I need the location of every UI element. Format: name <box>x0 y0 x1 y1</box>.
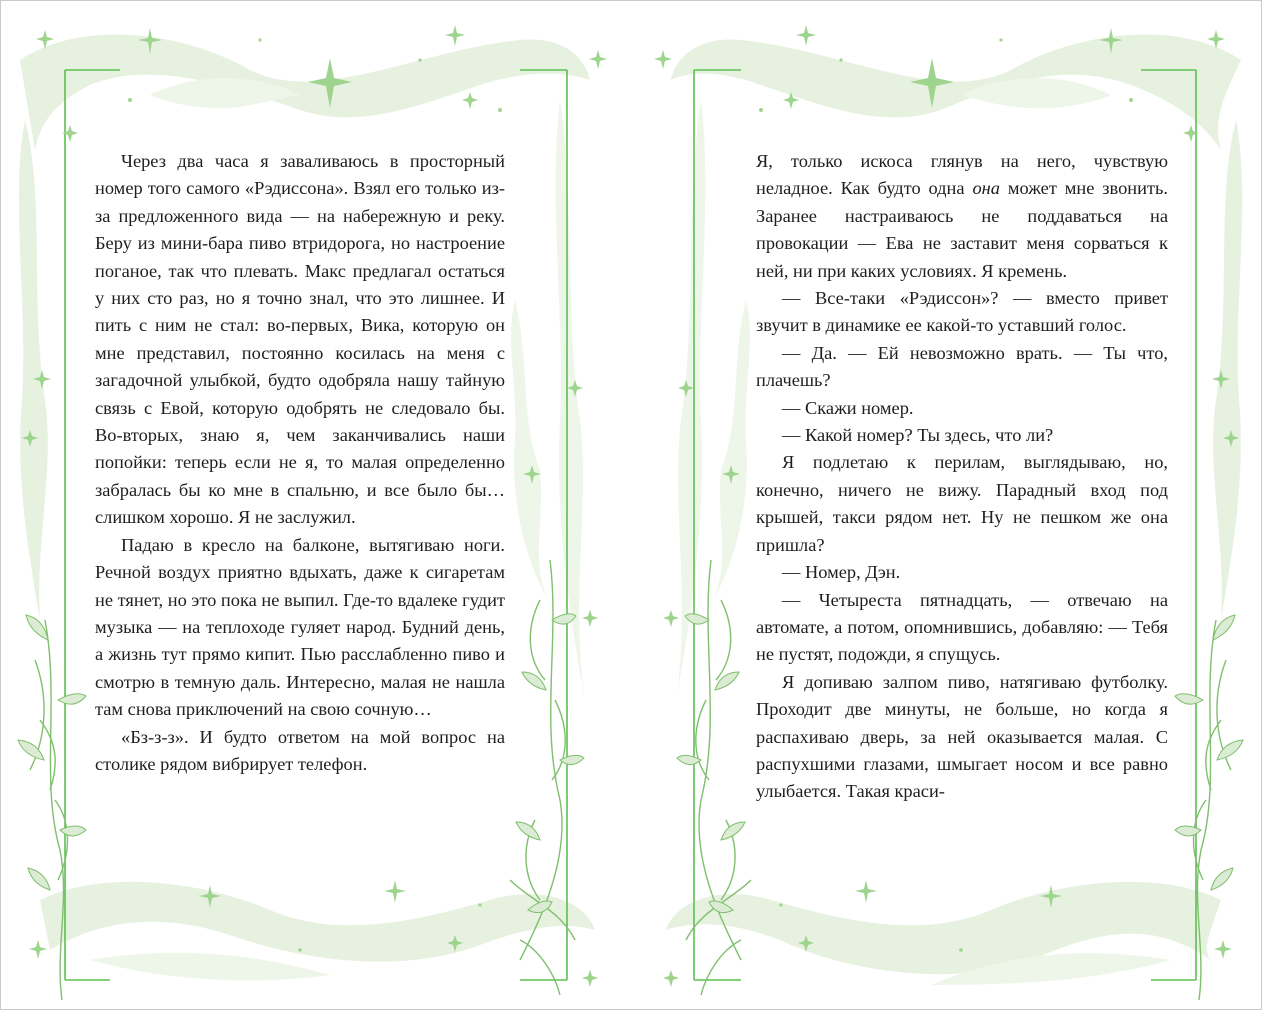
right-paragraph-8: — Четыреста пятнадцать, — отвечаю на автомате, а потом, опомнившись, добавляю: — Тебя не пустят, подожди, я спущусь. <box>756 589 1168 665</box>
right-paragraph-9: Я допиваю залпом пиво, натягиваю футболку. Проходит две минуты, не больше, но когда я распахиваю дверь, за ней оказывается малая. С распухшими глазами, шмыгает носом и все равно улыбается. Такая краси- <box>756 671 1168 802</box>
right-paragraph-1 <box>756 148 1168 285</box>
right-page-text <box>756 148 1168 806</box>
right-paragraph-6: Я подлетаю к перилам, выглядываю, но, конечно, ничего не вижу. Парадный вход под крышей, такси рядом нет. Ну не пешком же она пришла? <box>756 452 1168 555</box>
right-paragraph-5: — Какой номер? Ты здесь, что ли? <box>782 425 1054 446</box>
right-paragraph-7: — Номер, Дэн. <box>782 562 901 583</box>
right-paragraph-3: — Да. — Ей невозможно врать. — Ты что, плачешь? <box>756 342 1168 391</box>
left-paragraph-2: Падаю в кресло на балконе, вытягиваю ноги. Речной воздух приятно вдыхать, даже к сигаретам не тянет, но это пока не выпил. Где-то вдалеке гудит музыка — на теплоходе гуляет народ. Будний день, а жизнь тут прямо кипит. Пью расслабленно пиво и смотрю в темную даль. Интересно, малая не нашла там снова приключений на свою сочную… <box>95 534 505 720</box>
right-page <box>631 0 1262 1010</box>
right-paragraph-1-italic: она <box>972 178 1000 199</box>
left-page-text <box>95 148 505 778</box>
left-paragraph-1: Через два часа я заваливаюсь в просторный номер того самого «Рэдиссона». Взял его только из-за предложенного вида — на набережную и реку. Беру из мини-бара пиво втридорога, но настроение поганое, так что плевать. Макс предлагал остаться у них сто раз, но я точно знал, что это лишнее. И пить с ним не стал: во-первых, Вика, которую он мне представил, постоянно косилась на меня с загадочной улыбкой, будто одобряла нашу тайную связь с Евой, которую одобрять не следовало бы. Во-вторых, знаю я, чем заканчивались наши попойки: теперь если не я, то малая определенно забралась бы ко мне в спальню, и все было бы… слишком хорошо. Я не заслужил. <box>95 151 505 528</box>
left-paragraph-3: «Бз-з-з». И будто ответом на мой вопрос на столике рядом вибрирует телефон. <box>95 726 505 774</box>
right-paragraph-1-end: может мне звонить. Заранее настраиваюсь не поддаваться на провокации — Ева не заставит меня сорваться к ней, ни при каких условиях. Я кремень. <box>756 178 1168 281</box>
right-paragraph-2: — Все-таки «Рэдиссон»? — вместо привет звучит в динамике ее какой-то уставший голос. <box>756 288 1168 336</box>
right-paragraph-4: — Скажи номер. <box>782 397 914 418</box>
right-paragraph-1-start: Я, только искоса глянув на него, чувствую неладное. Как будто одна <box>756 151 1168 199</box>
